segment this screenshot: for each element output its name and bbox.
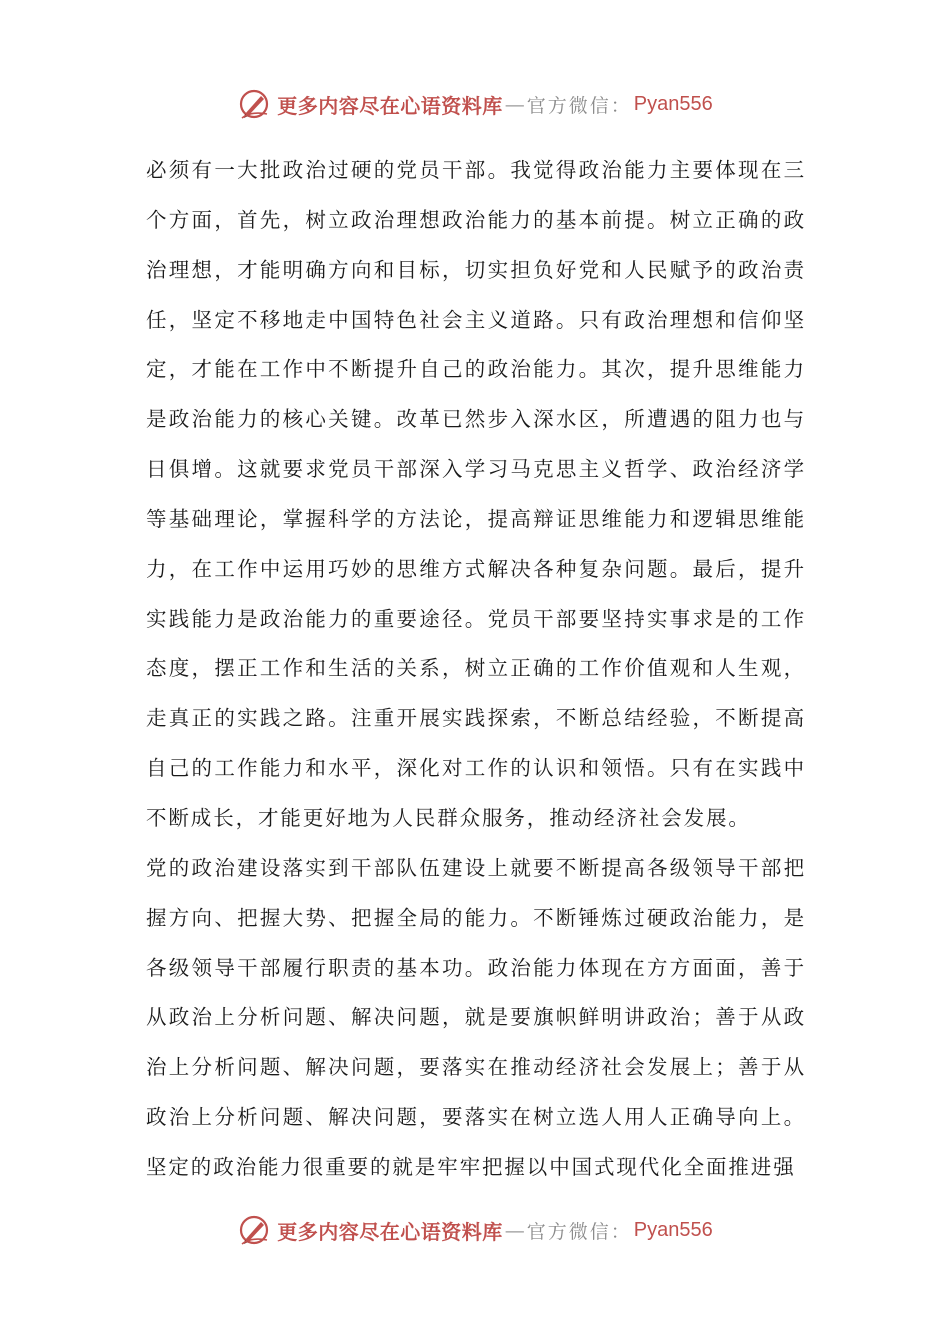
header-dash: — <box>504 92 525 116</box>
footer-banner <box>0 1210 950 1250</box>
paragraph: 党的政治建设落实到干部队伍建设上就要不断提高各级领导干部把握方向、把握大势、把握全局的能力。不断锤炼过硬政治能力，是各级领导干部履行职责的基本功。政治能力体现在方方面面，善于从政治上分析问题、解决问题，就是要旗帜鲜明讲政治；善于从政治上分析问题、解决问题，要落实在推动经济社会发展上；善于从政治上分析问题、解决问题，要落实在树立选人用人正确导向上。坚定的政治能力很重要的就是牢牢把握以中国式现代化全面推进强 <box>146 855 806 1179</box>
header-banner <box>0 84 950 124</box>
document-body <box>146 146 806 1193</box>
footer-title: 更多内容尽在心语资料库 <box>277 1219 503 1244</box>
paragraph: 必须有一大批政治过硬的党员干部。我觉得政治能力主要体现在三个方面，首先，树立政治理想政治能力的基本前提。树立正确的政治理想，才能明确方向和目标，切实担负好党和人民赋予的政治责任，坚定不移地走中国特色社会主义道路。只有政治理想和信仰坚定，才能在工作中不断提升自己的政治能力。其次，提升思维能力是政治能力的核心关键。改革已然步入深水区，所遭遇的阻力也与日俱增。这就要求党员干部深入学习马克思主义哲学、政治经济学等基础理论，掌握科学的方法论，提高辩证思维能力和逻辑思维能力，在工作中运用巧妙的思维方式解决各种复杂问题。最后，提升实践能力是政治能力的重要途径。党员干部要坚持实事求是的工作态度，摆正工作和生活的关系，树立正确的工作价值观和人生观，走真正的实践之路。注重开展实践探索，不断总结经验，不断提高自己的工作能力和水平，深化对工作的认识和领悟。只有在实践中不断成长，才能更好地为人民群众服务，推动经济社会发展。 <box>146 158 806 830</box>
pen-logo-icon <box>237 1213 271 1247</box>
footer-subtitle: 官方微信： <box>526 1220 632 1243</box>
header-wechat-id: Pyan556 <box>633 92 713 115</box>
header-title: 更多内容尽在心语资料库 <box>277 93 503 118</box>
header-subtitle: 官方微信： <box>526 94 632 117</box>
footer-wechat-id: Pyan556 <box>633 1218 713 1241</box>
pen-logo-icon <box>237 87 271 121</box>
footer-dash: — <box>504 1218 525 1242</box>
